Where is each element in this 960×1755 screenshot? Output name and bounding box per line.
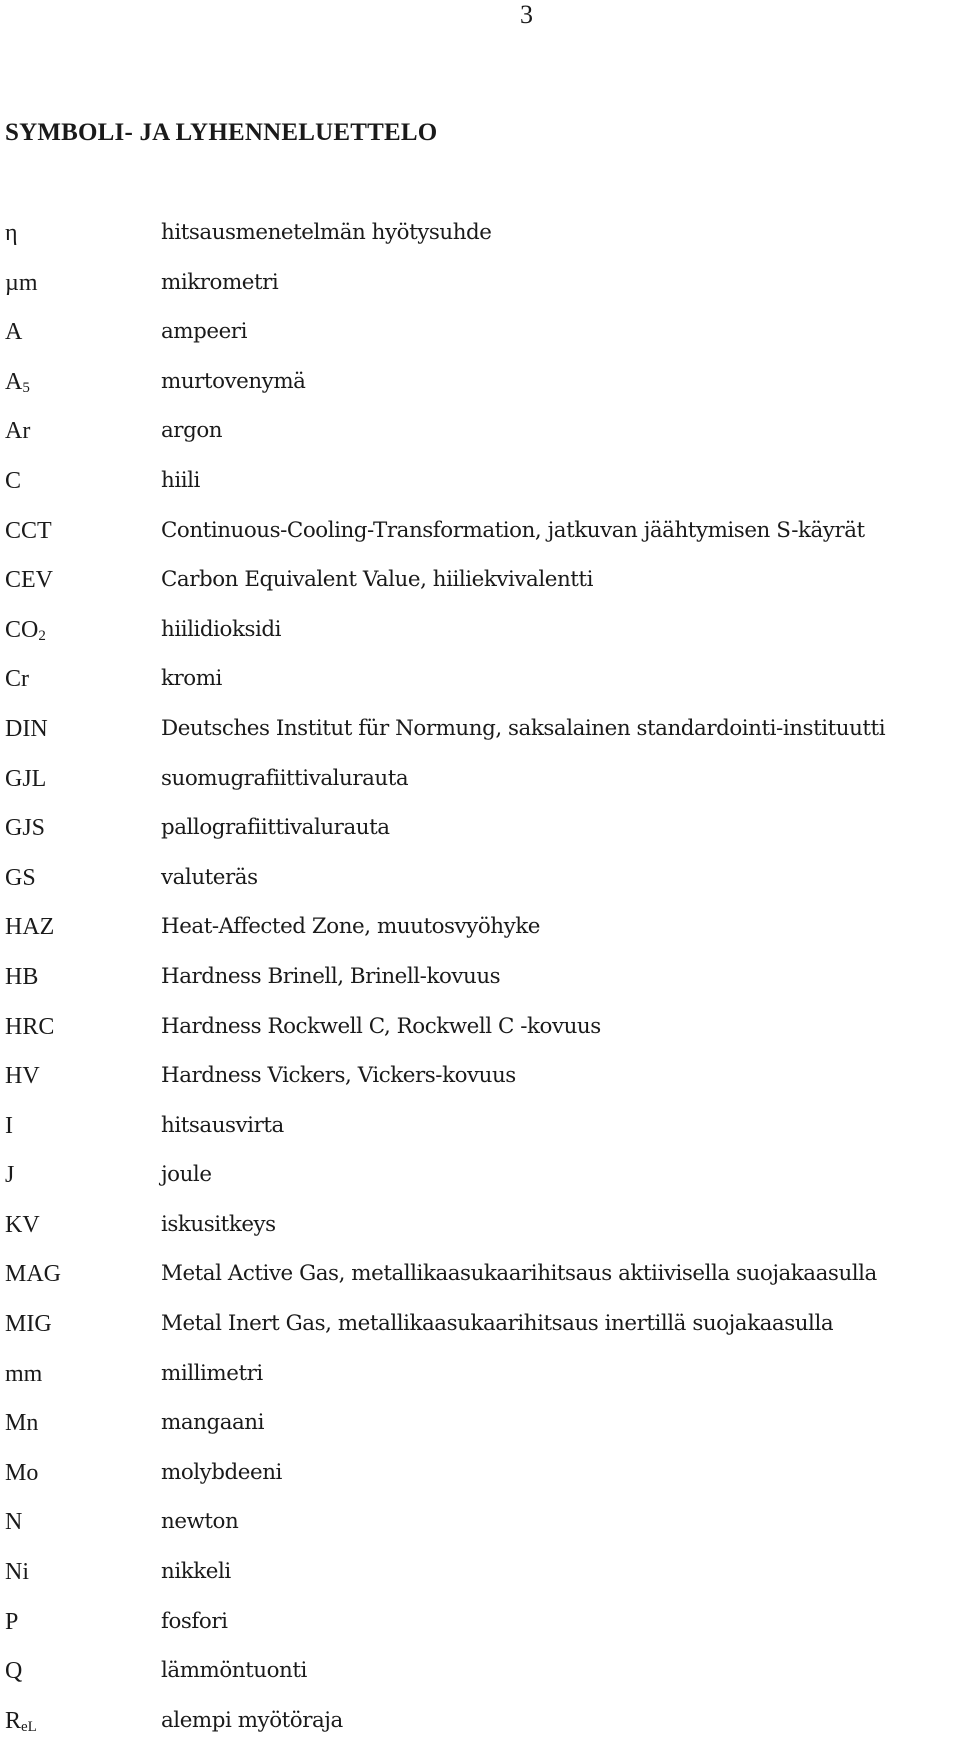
abbreviation-symbol [5, 565, 53, 595]
symbol-text: Q [5, 1658, 23, 1685]
abbreviation-symbol [5, 1259, 61, 1289]
abbreviation-definition: kromi [161, 666, 222, 692]
abbreviation-symbol [5, 615, 46, 648]
abbreviation-definition: lämmöntuonti [161, 1658, 307, 1684]
abbreviation-symbol [5, 1111, 13, 1141]
abbreviation-symbol [5, 268, 38, 298]
abbreviation-definition: newton [161, 1509, 239, 1535]
symbol-text: GJS [5, 815, 46, 842]
symbol-text: µm [5, 269, 38, 296]
symbol-text: GJL [5, 765, 47, 792]
symbol-text: P [5, 1608, 19, 1635]
list-item [5, 664, 955, 714]
abbreviation-definition: hitsausvirta [161, 1112, 284, 1138]
abbreviation-definition: Metal Active Gas, metallikaasukaarihitsaus aktiivisella suojakaasulla [161, 1261, 877, 1287]
abbreviation-symbol [5, 764, 46, 794]
symbol-text: A [5, 368, 23, 395]
abbreviation-definition: mangaani [161, 1410, 265, 1436]
list-item [5, 615, 955, 665]
abbreviation-definition: argon [161, 418, 223, 444]
abbreviation-definition: Continuous-Cooling-Transformation, jatkuvan jäähtymisen S-käyrät [161, 517, 865, 543]
list-item [5, 317, 955, 367]
list-item [5, 516, 955, 566]
list-item [5, 1458, 955, 1508]
symbol-text: CEV [5, 567, 53, 594]
abbreviation-symbol [5, 317, 22, 347]
symbol-text: N [5, 1509, 23, 1536]
symbol-text: GS [5, 864, 36, 891]
symbol-text: CO [5, 616, 39, 643]
abbreviation-symbol [5, 1607, 18, 1637]
abbreviation-definition: Hardness Rockwell C, Rockwell C -kovuus [161, 1013, 601, 1039]
abbreviation-definition: Metal Inert Gas, metallikaasukaarihitsaus inertillä suojakaasulla [161, 1311, 834, 1337]
abbreviation-definition: Hardness Brinell, Brinell-kovuus [161, 963, 501, 989]
list-item [5, 1111, 955, 1161]
abbreviation-definition: Hardness Vickers, Vickers-kovuus [161, 1063, 516, 1089]
symbol-text: mm [5, 1360, 43, 1387]
symbol-text: R [5, 1707, 22, 1734]
symbol-text: Mn [5, 1410, 39, 1437]
list-item [5, 1557, 955, 1607]
symbol-text: MAG [5, 1261, 62, 1288]
page-number: 3 [520, 0, 533, 29]
symbol-subscript: 2 [38, 627, 46, 644]
abbreviation-symbol [5, 863, 36, 893]
list-item [5, 268, 955, 318]
list-item [5, 813, 955, 863]
symbol-text: KV [5, 1211, 40, 1238]
list-item [5, 764, 955, 814]
abbreviation-symbol [5, 1706, 37, 1739]
abbreviation-definition: hiilidioksidi [161, 616, 282, 642]
abbreviation-symbol [5, 466, 21, 496]
abbreviation-definition: pallografiittivalurauta [161, 815, 390, 841]
symbol-text: HB [5, 963, 39, 990]
list-item [5, 367, 955, 417]
symbol-text: J [5, 1162, 15, 1189]
abbreviation-symbol [5, 1408, 38, 1438]
abbreviation-definition: joule [161, 1162, 212, 1188]
abbreviation-definition: Carbon Equivalent Value, hiiliekvivalentti [161, 567, 593, 593]
list-item [5, 466, 955, 516]
symbol-text: Mo [5, 1459, 39, 1486]
symbol-subscript: 5 [22, 379, 30, 396]
abbreviation-symbol [5, 218, 18, 248]
symbol-text: MIG [5, 1311, 52, 1338]
abbreviation-definition: Heat-Affected Zone, muutosvyöhyke [161, 914, 540, 940]
abbreviation-definition: suomugrafiittivalurauta [161, 765, 409, 791]
list-item [5, 714, 955, 764]
abbreviation-symbol [5, 1012, 54, 1042]
abbreviation-symbol [5, 1458, 38, 1488]
abbreviation-symbol [5, 1309, 52, 1339]
abbreviation-list [5, 218, 955, 1755]
abbreviation-symbol [5, 367, 30, 400]
list-item [5, 1359, 955, 1409]
abbreviation-definition: murtovenymä [161, 368, 306, 394]
list-item [5, 1706, 955, 1755]
symbol-text: C [5, 467, 22, 494]
abbreviation-definition: hitsausmenetelmän hyötysuhde [161, 220, 492, 245]
symbol-text: DIN [5, 715, 48, 742]
list-item [5, 1309, 955, 1359]
list-item [5, 1656, 955, 1706]
symbol-text: Ni [5, 1559, 29, 1586]
list-item [5, 962, 955, 1012]
abbreviation-definition: valuteräs [161, 864, 258, 890]
list-item [5, 1607, 955, 1657]
abbreviation-symbol [5, 1507, 22, 1537]
abbreviation-definition: Deutsches Institut für Normung, saksalainen standardointi-instituutti [161, 715, 886, 741]
symbol-subscript: eL [21, 1718, 37, 1735]
abbreviation-definition: hiili [161, 467, 200, 493]
symbol-text: CCT [5, 517, 52, 544]
symbol-text: A [5, 319, 23, 346]
list-item [5, 1012, 955, 1062]
abbreviation-symbol [5, 714, 48, 744]
list-item [5, 912, 955, 962]
abbreviation-symbol [5, 1359, 42, 1389]
list-item [5, 416, 955, 466]
abbreviation-symbol [5, 912, 54, 942]
abbreviation-symbol [5, 516, 52, 546]
symbol-text: Cr [5, 666, 29, 693]
abbreviation-definition: fosfori [161, 1608, 228, 1634]
symbol-text: HV [5, 1063, 40, 1090]
symbol-text: HRC [5, 1013, 55, 1040]
list-item [5, 1259, 955, 1309]
abbreviation-symbol [5, 1557, 29, 1587]
list-item [5, 1160, 955, 1210]
abbreviation-symbol [5, 1061, 40, 1091]
abbreviation-symbol [5, 416, 30, 446]
list-item [5, 1210, 955, 1260]
list-item [5, 218, 955, 268]
abbreviation-symbol [5, 664, 29, 694]
list-item [5, 565, 955, 615]
symbol-text: η [5, 220, 18, 246]
abbreviation-symbol [5, 813, 45, 843]
abbreviation-definition: mikrometri [161, 269, 279, 295]
list-item [5, 863, 955, 913]
abbreviation-definition: molybdeeni [161, 1459, 282, 1485]
abbreviation-symbol [5, 1656, 22, 1686]
page-title: SYMBOLI- JA LYHENNELUETTELO [5, 119, 438, 146]
abbreviation-definition: alempi myötöraja [161, 1707, 343, 1733]
symbol-text: Ar [5, 418, 31, 445]
abbreviation-definition: nikkeli [161, 1559, 231, 1585]
symbol-text: HAZ [5, 914, 55, 941]
symbol-text: I [5, 1112, 13, 1139]
list-item [5, 1408, 955, 1458]
abbreviation-definition: ampeeri [161, 319, 247, 345]
abbreviation-symbol [5, 962, 38, 992]
abbreviation-definition: iskusitkeys [161, 1211, 276, 1237]
abbreviation-definition: millimetri [161, 1360, 263, 1386]
abbreviation-symbol [5, 1160, 14, 1190]
list-item [5, 1507, 955, 1557]
list-item [5, 1061, 955, 1111]
abbreviation-symbol [5, 1210, 40, 1240]
